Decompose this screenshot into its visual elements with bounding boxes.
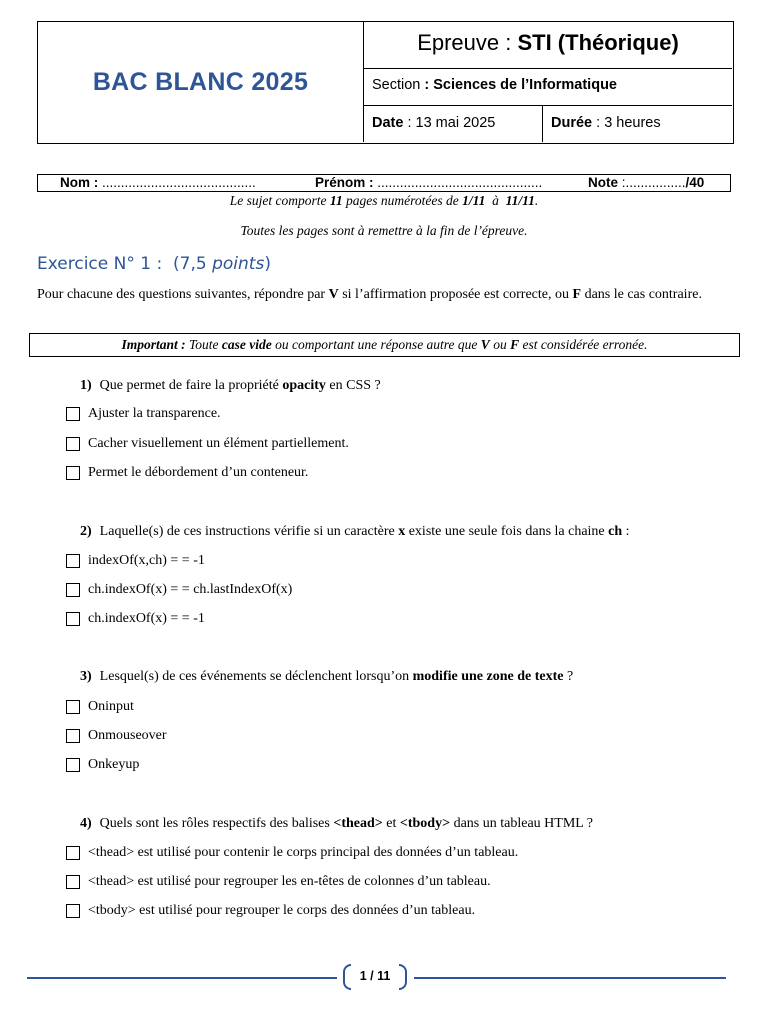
checkbox[interactable] bbox=[66, 583, 80, 597]
question-4 bbox=[80, 816, 593, 832]
important-mid: ou comportant une réponse autre que bbox=[271, 337, 481, 352]
note-field[interactable] bbox=[588, 175, 704, 190]
q3-option-1 bbox=[66, 699, 134, 715]
checkbox[interactable] bbox=[66, 554, 80, 568]
date-label: Date bbox=[372, 115, 404, 131]
question-number: 2) bbox=[80, 524, 92, 539]
page-number: 1 / 11 bbox=[359, 969, 391, 983]
option-label: indexOf(x,ch) = = -1 bbox=[88, 553, 205, 568]
question-2 bbox=[80, 524, 630, 540]
date-cell bbox=[364, 106, 543, 142]
option-label: Cacher visuellement un élément partiellement. bbox=[88, 436, 349, 451]
important-end: est considérée erronée. bbox=[519, 337, 648, 352]
q1-option-2 bbox=[66, 436, 349, 452]
question-text: Que permet de faire la propriété bbox=[99, 378, 283, 393]
epreuve-value: STI (Théorique) bbox=[517, 30, 679, 55]
question-number: 4) bbox=[80, 816, 92, 831]
option-label: <thead> est utilisé pour regrouper les en-têtes de colonnes d’un tableau. bbox=[88, 874, 491, 889]
student-info-box bbox=[37, 174, 731, 192]
option-label: ch.indexOf(x) = = ch.lastIndexOf(x) bbox=[88, 582, 293, 597]
pages-pre: Le sujet comporte bbox=[229, 193, 330, 208]
question-keyword: x bbox=[398, 524, 406, 539]
exam-title: BAC BLANC 2025 bbox=[92, 67, 309, 96]
question-number: 3) bbox=[80, 669, 92, 684]
option-label: ch.indexOf(x) = = -1 bbox=[88, 611, 205, 626]
checkbox[interactable] bbox=[66, 612, 80, 626]
q4-option-2 bbox=[66, 874, 491, 890]
intro-f: F bbox=[572, 287, 582, 302]
option-label: Onkeyup bbox=[88, 757, 140, 772]
question-text: Laquelle(s) de ces instructions vérifie si un caractère bbox=[99, 524, 399, 539]
intro-v: V bbox=[328, 287, 339, 302]
important-label: Important : bbox=[121, 337, 186, 352]
prenom-label: Prénom : bbox=[315, 175, 374, 190]
nom-dots: ......................................... bbox=[98, 175, 256, 190]
section-cell bbox=[364, 69, 732, 106]
question-text: Lesquel(s) de ces événements se déclenchent lorsqu’on bbox=[99, 669, 413, 684]
pages-note bbox=[0, 193, 768, 209]
option-label: Permet le débordement d’un conteneur. bbox=[88, 465, 309, 480]
checkbox[interactable] bbox=[66, 700, 80, 714]
footer-line-left bbox=[27, 977, 337, 979]
prenom-field[interactable] bbox=[315, 175, 542, 190]
question-text-mid: et bbox=[382, 816, 400, 831]
question-text-end: ? bbox=[563, 669, 574, 684]
important-pre: Toute bbox=[185, 337, 222, 352]
question-number: 1) bbox=[80, 378, 92, 393]
intro-pre: Pour chacune des questions suivantes, répondre par bbox=[37, 287, 329, 302]
bracket-right-icon bbox=[399, 964, 407, 990]
section-label: Section bbox=[372, 77, 425, 93]
nom-field[interactable] bbox=[60, 175, 256, 190]
checkbox[interactable] bbox=[66, 875, 80, 889]
duree-label: Durée bbox=[551, 115, 593, 131]
q1-option-1 bbox=[66, 406, 221, 422]
section-value: : Sciences de l’Informatique bbox=[424, 77, 617, 93]
q4-option-1 bbox=[66, 845, 518, 861]
important-v: V bbox=[480, 337, 490, 352]
pages-a: à bbox=[485, 193, 506, 208]
checkbox[interactable] bbox=[66, 407, 80, 421]
question-1 bbox=[80, 378, 381, 394]
question-keyword: opacity bbox=[282, 378, 326, 393]
important-case: case vide bbox=[221, 337, 272, 352]
pages-from: 1/11 bbox=[462, 193, 486, 208]
checkbox[interactable] bbox=[66, 729, 80, 743]
bracket-left-icon bbox=[343, 964, 351, 990]
exercise-points: points bbox=[212, 254, 265, 274]
exercise-intro bbox=[37, 285, 727, 304]
option-label: Onmouseover bbox=[88, 728, 167, 743]
checkbox[interactable] bbox=[66, 904, 80, 918]
question-keyword: modifie une zone de texte bbox=[412, 669, 564, 684]
question-3 bbox=[80, 669, 573, 685]
q2-option-3 bbox=[66, 611, 205, 627]
pages-end: . bbox=[534, 193, 539, 208]
q2-option-1 bbox=[66, 553, 205, 569]
question-keyword-2: <tbody> bbox=[399, 816, 451, 831]
note-total: /40 bbox=[685, 175, 705, 190]
pages-count: 11 bbox=[329, 193, 343, 208]
question-text-end: en CSS ? bbox=[325, 378, 381, 393]
exercise-title-end: ) bbox=[264, 254, 271, 274]
q3-option-3 bbox=[66, 757, 139, 773]
nom-label: Nom : bbox=[60, 175, 99, 190]
duree-value: : 3 heures bbox=[592, 115, 661, 131]
checkbox[interactable] bbox=[66, 466, 80, 480]
important-ou: ou bbox=[489, 337, 511, 352]
prenom-dots: ............................................ bbox=[373, 175, 543, 190]
intro-end: dans le cas contraire. bbox=[581, 287, 702, 302]
option-label: <thead> est utilisé pour contenir le corps principal des données d’un tableau. bbox=[88, 845, 519, 860]
option-label: Oninput bbox=[88, 699, 134, 714]
question-text-end: dans un tableau HTML ? bbox=[450, 816, 594, 831]
option-label: Ajuster la transparence. bbox=[88, 406, 221, 421]
important-box bbox=[29, 333, 740, 357]
remettre-note: Toutes les pages sont à remettre à la fin de l’épreuve. bbox=[240, 223, 528, 238]
important-f: F bbox=[510, 337, 520, 352]
epreuve-label: Epreuve : bbox=[417, 30, 518, 55]
footer-line-right bbox=[414, 977, 726, 979]
exercise-title-text: Exercice N° 1 : (7,5 bbox=[37, 254, 213, 274]
q2-option-2 bbox=[66, 582, 292, 598]
q3-option-2 bbox=[66, 728, 167, 744]
intro-mid: si l’affirmation proposée est correcte, ou bbox=[338, 287, 573, 302]
q1-option-3 bbox=[66, 465, 308, 481]
pages-mid: pages numérotées de bbox=[342, 193, 463, 208]
note-label: Note bbox=[588, 175, 618, 190]
q4-option-3 bbox=[66, 903, 475, 919]
date-value: : 13 mai 2025 bbox=[403, 115, 496, 131]
checkbox[interactable] bbox=[66, 758, 80, 772]
pages-to: 11/11 bbox=[505, 193, 535, 208]
epreuve-cell bbox=[364, 22, 732, 69]
option-label: <tbody> est utilisé pour regrouper le corps des données d’un tableau. bbox=[88, 903, 476, 918]
question-keyword: <thead> bbox=[333, 816, 383, 831]
checkbox[interactable] bbox=[66, 437, 80, 451]
duree-cell bbox=[543, 106, 732, 142]
checkbox[interactable] bbox=[66, 846, 80, 860]
question-keyword-2: ch bbox=[608, 524, 623, 539]
exam-title-cell bbox=[38, 22, 364, 142]
exercise-title bbox=[37, 254, 271, 274]
question-text: Quels sont les rôles respectifs des balises bbox=[99, 816, 334, 831]
page-number-box bbox=[343, 964, 407, 992]
note-dots: :................ bbox=[618, 175, 686, 190]
question-text-end: : bbox=[622, 524, 630, 539]
question-text-mid: existe une seule fois dans la chaine bbox=[405, 524, 609, 539]
header-table bbox=[37, 21, 734, 144]
